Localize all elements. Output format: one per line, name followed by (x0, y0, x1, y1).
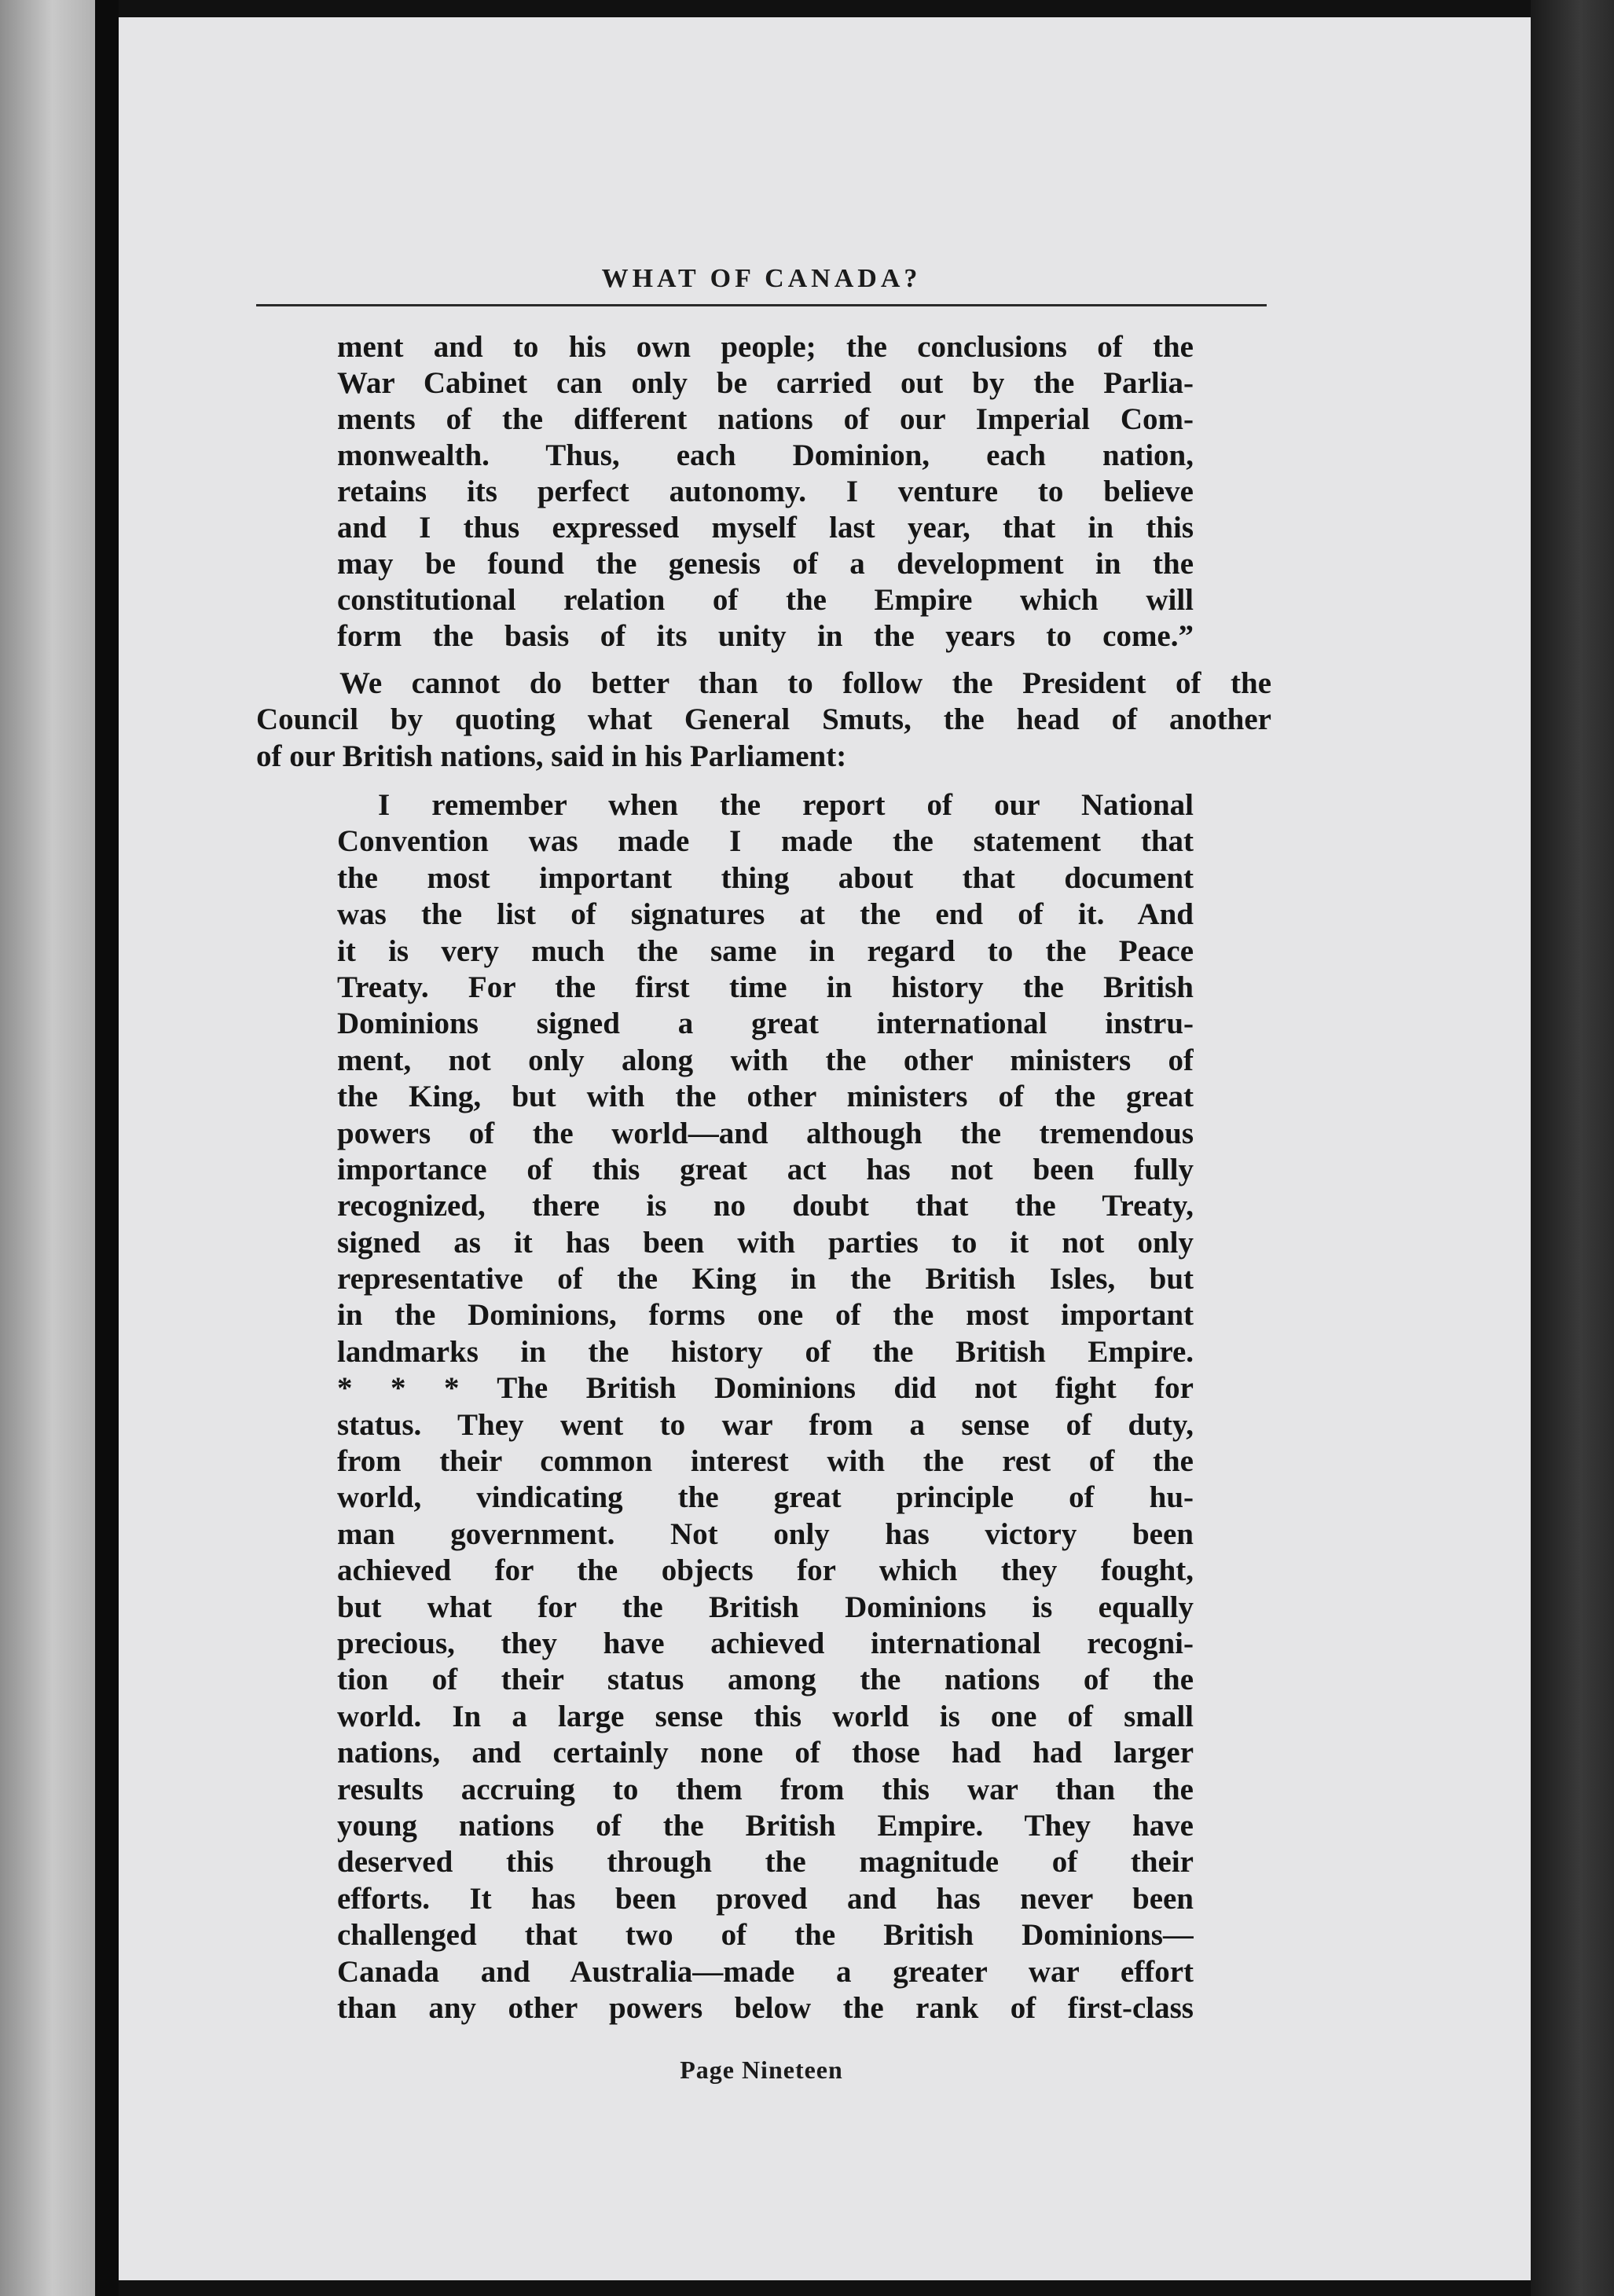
quote-line: efforts. It has been proved and has never been (337, 1881, 1194, 1916)
quote-block-2 (337, 787, 1194, 2026)
quote-line: form the basis of its unity in the years to come.” (337, 619, 1194, 653)
facing-page-edge (0, 0, 95, 2296)
quote-line: may be found the genesis of a development in the (337, 547, 1194, 581)
header-rule (256, 304, 1267, 306)
quote-line: ments of the different nations of our Imperial Com- (337, 402, 1194, 436)
quote-line: Convention was made I made the statement that (337, 824, 1194, 859)
quote-line: ment and to his own people; the conclusions of the (337, 330, 1194, 364)
quote-line: status. They went to war from a sense of duty, (337, 1407, 1194, 1442)
quote-line: was the list of signatures at the end of it. And (337, 897, 1194, 932)
binding-shadow (95, 0, 119, 2296)
quote-block-1 (337, 329, 1194, 655)
quote-line: recognized, there is no doubt that the Treaty, (337, 1189, 1194, 1223)
quote-line: * * * The British Dominions did not fight for (337, 1371, 1194, 1406)
body-paragraph (256, 666, 1271, 775)
running-title: WHAT OF CANADA? (601, 264, 922, 293)
quote-line: and I thus expressed myself last year, that in this (337, 511, 1194, 545)
quote-line: Canada and Australia—made a greater war effort (337, 1954, 1194, 1989)
quote-line: from their common interest with the rest of the (337, 1444, 1194, 1479)
quote-line: man government. Not only has victory been (337, 1517, 1194, 1551)
quote-line: than any other powers below the rank of first-class (337, 1990, 1194, 2025)
quote-line: landmarks in the history of the British Empire. (337, 1334, 1194, 1369)
quote-line: representative of the King in the British Isles, but (337, 1262, 1194, 1297)
quote-line: world. In a large sense this world is one of small (337, 1699, 1194, 1733)
quote-line: achieved for the objects for which they fought, (337, 1553, 1194, 1588)
quote-line: I remember when the report of our National (378, 788, 1194, 822)
quote-line: monwealth. Thus, each Dominion, each nation, (337, 438, 1194, 472)
paragraph-line: of our British nations, said in his Parliament: (256, 739, 847, 773)
paragraph-line: We cannot do better than to follow the President of the (339, 666, 1271, 700)
quote-line: constitutional relation of the Empire which will (337, 583, 1194, 617)
quote-line: precious, they have achieved international recogni- (337, 1626, 1194, 1660)
quote-line: deserved this through the magnitude of their (337, 1845, 1194, 1880)
quote-line: results accruing to them from this war than the (337, 1772, 1194, 1806)
quote-line: the most important thing about that document (337, 860, 1194, 895)
quote-line: importance of this great act has not been fully (337, 1152, 1194, 1187)
page-number: Page Nineteen (680, 2056, 843, 2084)
quote-line: tion of their status among the nations of the (337, 1663, 1194, 1697)
paragraph-line: Council by quoting what General Smuts, the head of another (256, 702, 1271, 737)
quote-line: but what for the British Dominions is equally (337, 1590, 1194, 1624)
quote-line: War Cabinet can only be carried out by the Parlia- (337, 366, 1194, 400)
quote-line: challenged that two of the British Dominions— (337, 1918, 1194, 1953)
quote-line: in the Dominions, forms one of the most important (337, 1298, 1194, 1333)
quote-line: nations, and certainly none of those had had larger (337, 1736, 1194, 1770)
quote-line: world, vindicating the great principle of hu- (337, 1480, 1194, 1515)
quote-line: retains its perfect autonomy. I venture to believe (337, 475, 1194, 508)
quote-line: the King, but with the other ministers of the great (337, 1080, 1194, 1114)
quote-line: Treaty. For the first time in history the British (337, 970, 1194, 1004)
scan-background (1531, 0, 1614, 2296)
quote-line: Dominions signed a great international instru- (337, 1007, 1194, 1041)
quote-line: powers of the world—and although the tremendous (337, 1116, 1194, 1150)
quote-line: young nations of the British Empire. They have (337, 1808, 1194, 1843)
quote-line: signed as it has been with parties to it not only (337, 1225, 1194, 1260)
quote-line: ment, not only along with the other ministers of (337, 1043, 1194, 1077)
quote-line: it is very much the same in regard to the Peace (337, 933, 1194, 968)
